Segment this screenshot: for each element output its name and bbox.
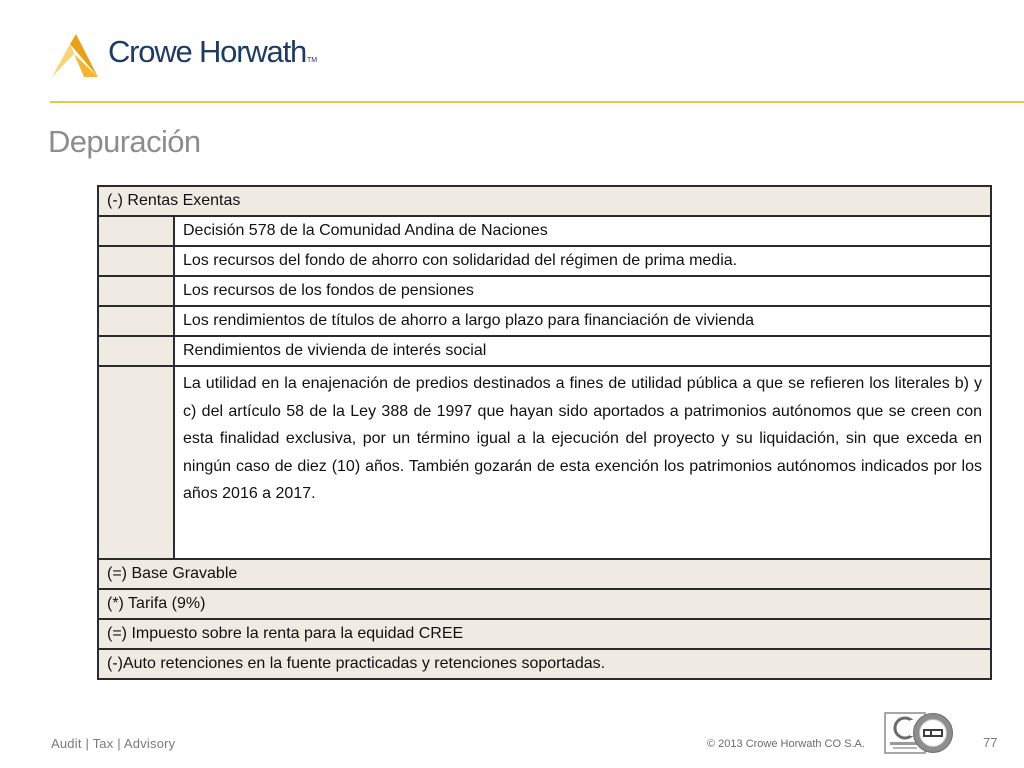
- table-row: [98, 186, 991, 216]
- depuracion-table: [97, 185, 992, 680]
- table-cell: La utilidad en la enajenación de predios destinados a fines de utilidad pública a que se refieren los literales b) y c) del artículo 58 de la Ley 388 de 1997 que hayan sido aportados a patrimonios autónomos que se creen con esta finalidad exclusiva, por un término igual a la ejecución del proyecto y su liquidación, sin que exceda en ningún caso de diez (10) años. También gozarán de esta exención los patrimonios autónomos indicados por los años 2016 a 2017.: [174, 366, 991, 559]
- table-spacer-cell: [98, 246, 174, 276]
- crowe-horwath-logo: [50, 30, 330, 80]
- logo-mark-icon: [50, 34, 100, 78]
- table-spacer-cell: [98, 306, 174, 336]
- footer-services: Audit | Tax | Advisory: [51, 736, 176, 751]
- header-divider: [50, 101, 1024, 103]
- table-spacer-cell: [98, 366, 174, 559]
- table-cell: Decisión 578 de la Comunidad Andina de Naciones: [174, 216, 991, 246]
- table-cell: Rendimientos de vivienda de interés social: [174, 336, 991, 366]
- table-row: [98, 336, 991, 366]
- base-gravable-row: (=) Base Gravable: [98, 559, 991, 589]
- page-number: 77: [983, 735, 998, 750]
- table-row: [98, 276, 991, 306]
- table-row: [98, 589, 991, 619]
- table-cell: Los recursos del fondo de ahorro con solidaridad del régimen de prima media.: [174, 246, 991, 276]
- table-spacer-cell: [98, 216, 174, 246]
- table-row: [98, 559, 991, 589]
- rentas-exentas-header: (-) Rentas Exentas: [98, 186, 991, 216]
- table-row: [98, 246, 991, 276]
- iqnet-certification-icon: [912, 712, 954, 754]
- impuesto-cree-row: (=) Impuesto sobre la renta para la equidad CREE: [98, 619, 991, 649]
- table-spacer-cell: [98, 336, 174, 366]
- table-spacer-cell: [98, 276, 174, 306]
- table-row: [98, 306, 991, 336]
- table-row: [98, 216, 991, 246]
- page-title: Depuración: [48, 124, 201, 159]
- footer-copyright: © 2013 Crowe Horwath CO S.A.: [707, 738, 865, 750]
- table-row: [98, 649, 991, 679]
- logo-wordmark: Crowe HorwathTM: [108, 34, 318, 69]
- tarifa-row: (*) Tarifa (9%): [98, 589, 991, 619]
- table-row: [98, 366, 991, 559]
- table-row: [98, 619, 991, 649]
- table-cell: Los rendimientos de títulos de ahorro a largo plazo para financiación de vivienda: [174, 306, 991, 336]
- auto-retenciones-row: (-)Auto retenciones en la fuente practicadas y retenciones soportadas.: [98, 649, 991, 679]
- table-cell: Los recursos de los fondos de pensiones: [174, 276, 991, 306]
